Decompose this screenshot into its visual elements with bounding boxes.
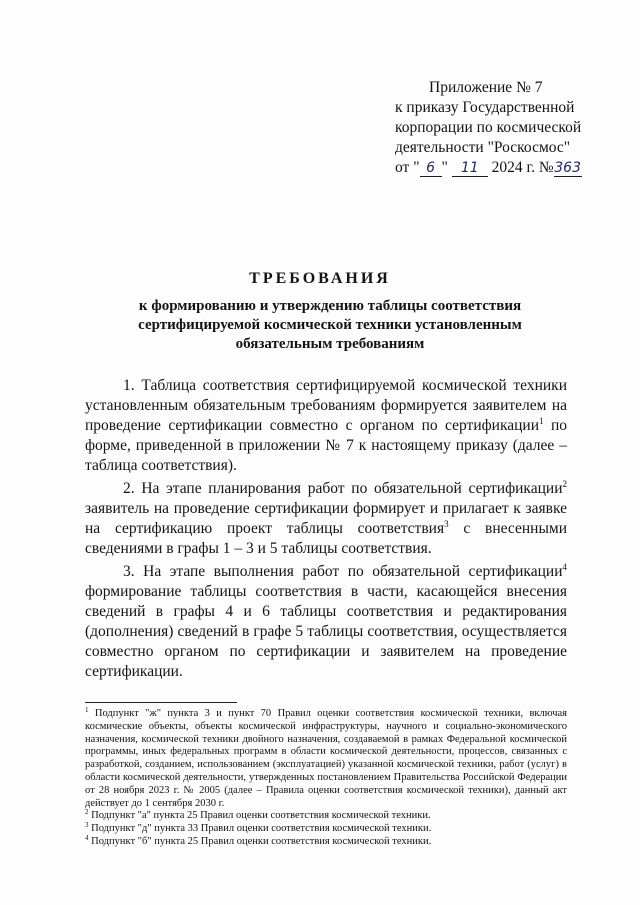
footnote-1 [85, 708, 567, 810]
footnote-mark: 3 [85, 821, 89, 830]
appendix-date-line [395, 158, 595, 178]
appendix-title: Приложение № 7 [429, 79, 543, 96]
appendix-order-line-2: корпорации по космической [395, 119, 582, 136]
appendix-order-line-3: деятельности "Роскосмос" [395, 139, 571, 156]
document-body [85, 376, 567, 685]
paragraph-text: 2. На этапе планирования работ по обязательной сертификации [123, 480, 563, 497]
footnote-text: Подпункт "а" пункта 25 Правил оценки соответствия космической техники. [88, 810, 431, 822]
subtitle-line: к формированию и утверждению таблицы соответствия [138, 298, 522, 314]
footnote-separator [85, 702, 237, 703]
paragraph-text: с внесенными сведениями в графы 1 – 3 и 5 таблицы соответствия. [85, 520, 567, 557]
footnote-mark: 1 [85, 706, 89, 714]
paragraph-text: формирование таблицы соответствия в части, касающейся внесения сведений в графы 4 и 6 таблицы соответствия и редактирования (дополнения) сведений в графе 5 таблицы соответствия, осуществляется совместно органом по сертификации и заявителем на проведение сертификации. [85, 583, 567, 680]
handwritten-day: 6 [420, 160, 442, 177]
footnote-mark: 4 [85, 833, 89, 842]
footnotes [85, 708, 567, 849]
footnote-3 [85, 823, 567, 836]
paragraph-text: заявитель на проведение сертификации формирует и прилагает к заявке на сертификацию проект таблицы соответствия [85, 500, 567, 537]
date-quote: " [441, 159, 448, 176]
footnote-text: Подпункт "ж" пункта 3 и пункт 70 Правил оценки соответствия космической техники, включая космические объекты, объекты космической инфраструктуры, научного и социально-экономического назначения, космической техники двойного назначения, создаваемой в рамках Федеральной космической программы, иных федеральных программ в области космической деятельности, процессов, связанных с разработкой, созданием, использованием (эксплуатацией) указанной космической техники, работ (услуг) в области космической деятельности, утвержденных постановлением Правительства Российской Федерации от 28 ноября 2023 г. № 2005 (далее – Правила оценки соответствия космической техники), данный акт действует до 1 сентября 2030 г. [85, 708, 567, 809]
footnote-text: Подпункт "б" пункта 25 Правил оценки соответствия космической техники. [88, 835, 432, 847]
handwritten-month: 11 [452, 160, 488, 177]
footnote-ref: 4 [562, 562, 567, 572]
subtitle-line: обязательным требованиям [235, 336, 425, 352]
footnote-ref: 2 [562, 479, 567, 489]
paragraph-text: 1. Таблица соответствия сертифицируемой космической техники установленным обязательным требованиям формируется заявителем на проведение сертификации совместно с органом по сертификации [85, 377, 567, 434]
appendix-order-line-1: к приказу Государственной [395, 99, 575, 116]
footnote-mark: 2 [85, 808, 89, 817]
document-subtitle [110, 297, 550, 354]
footnote-text: Подпункт "д" пункта 33 Правил оценки соответствия космической техники. [88, 823, 432, 835]
date-prefix: от " [395, 159, 420, 176]
footnote-ref: 1 [539, 416, 544, 426]
paragraph-1 [85, 376, 567, 476]
document-title: ТРЕБОВАНИЯ [249, 270, 391, 287]
footnote-2 [85, 810, 567, 823]
appendix-header [395, 78, 595, 178]
paragraph-text: по форме, приведенной в приложении № 7 к настоящему приказу (далее – таблица соответствия). [85, 417, 567, 474]
subtitle-line: сертифицируемой космической техники установленным [138, 317, 522, 333]
paragraph-text: 3. На этапе выполнения работ по обязательной сертификации [123, 563, 563, 580]
footnote-4 [85, 833, 567, 849]
paragraph-2 [85, 479, 567, 559]
date-year: 2024 г. № [491, 159, 554, 176]
handwritten-order-number: 363 [554, 160, 581, 176]
footnote-ref: 3 [444, 519, 449, 529]
paragraph-3 [85, 562, 567, 682]
